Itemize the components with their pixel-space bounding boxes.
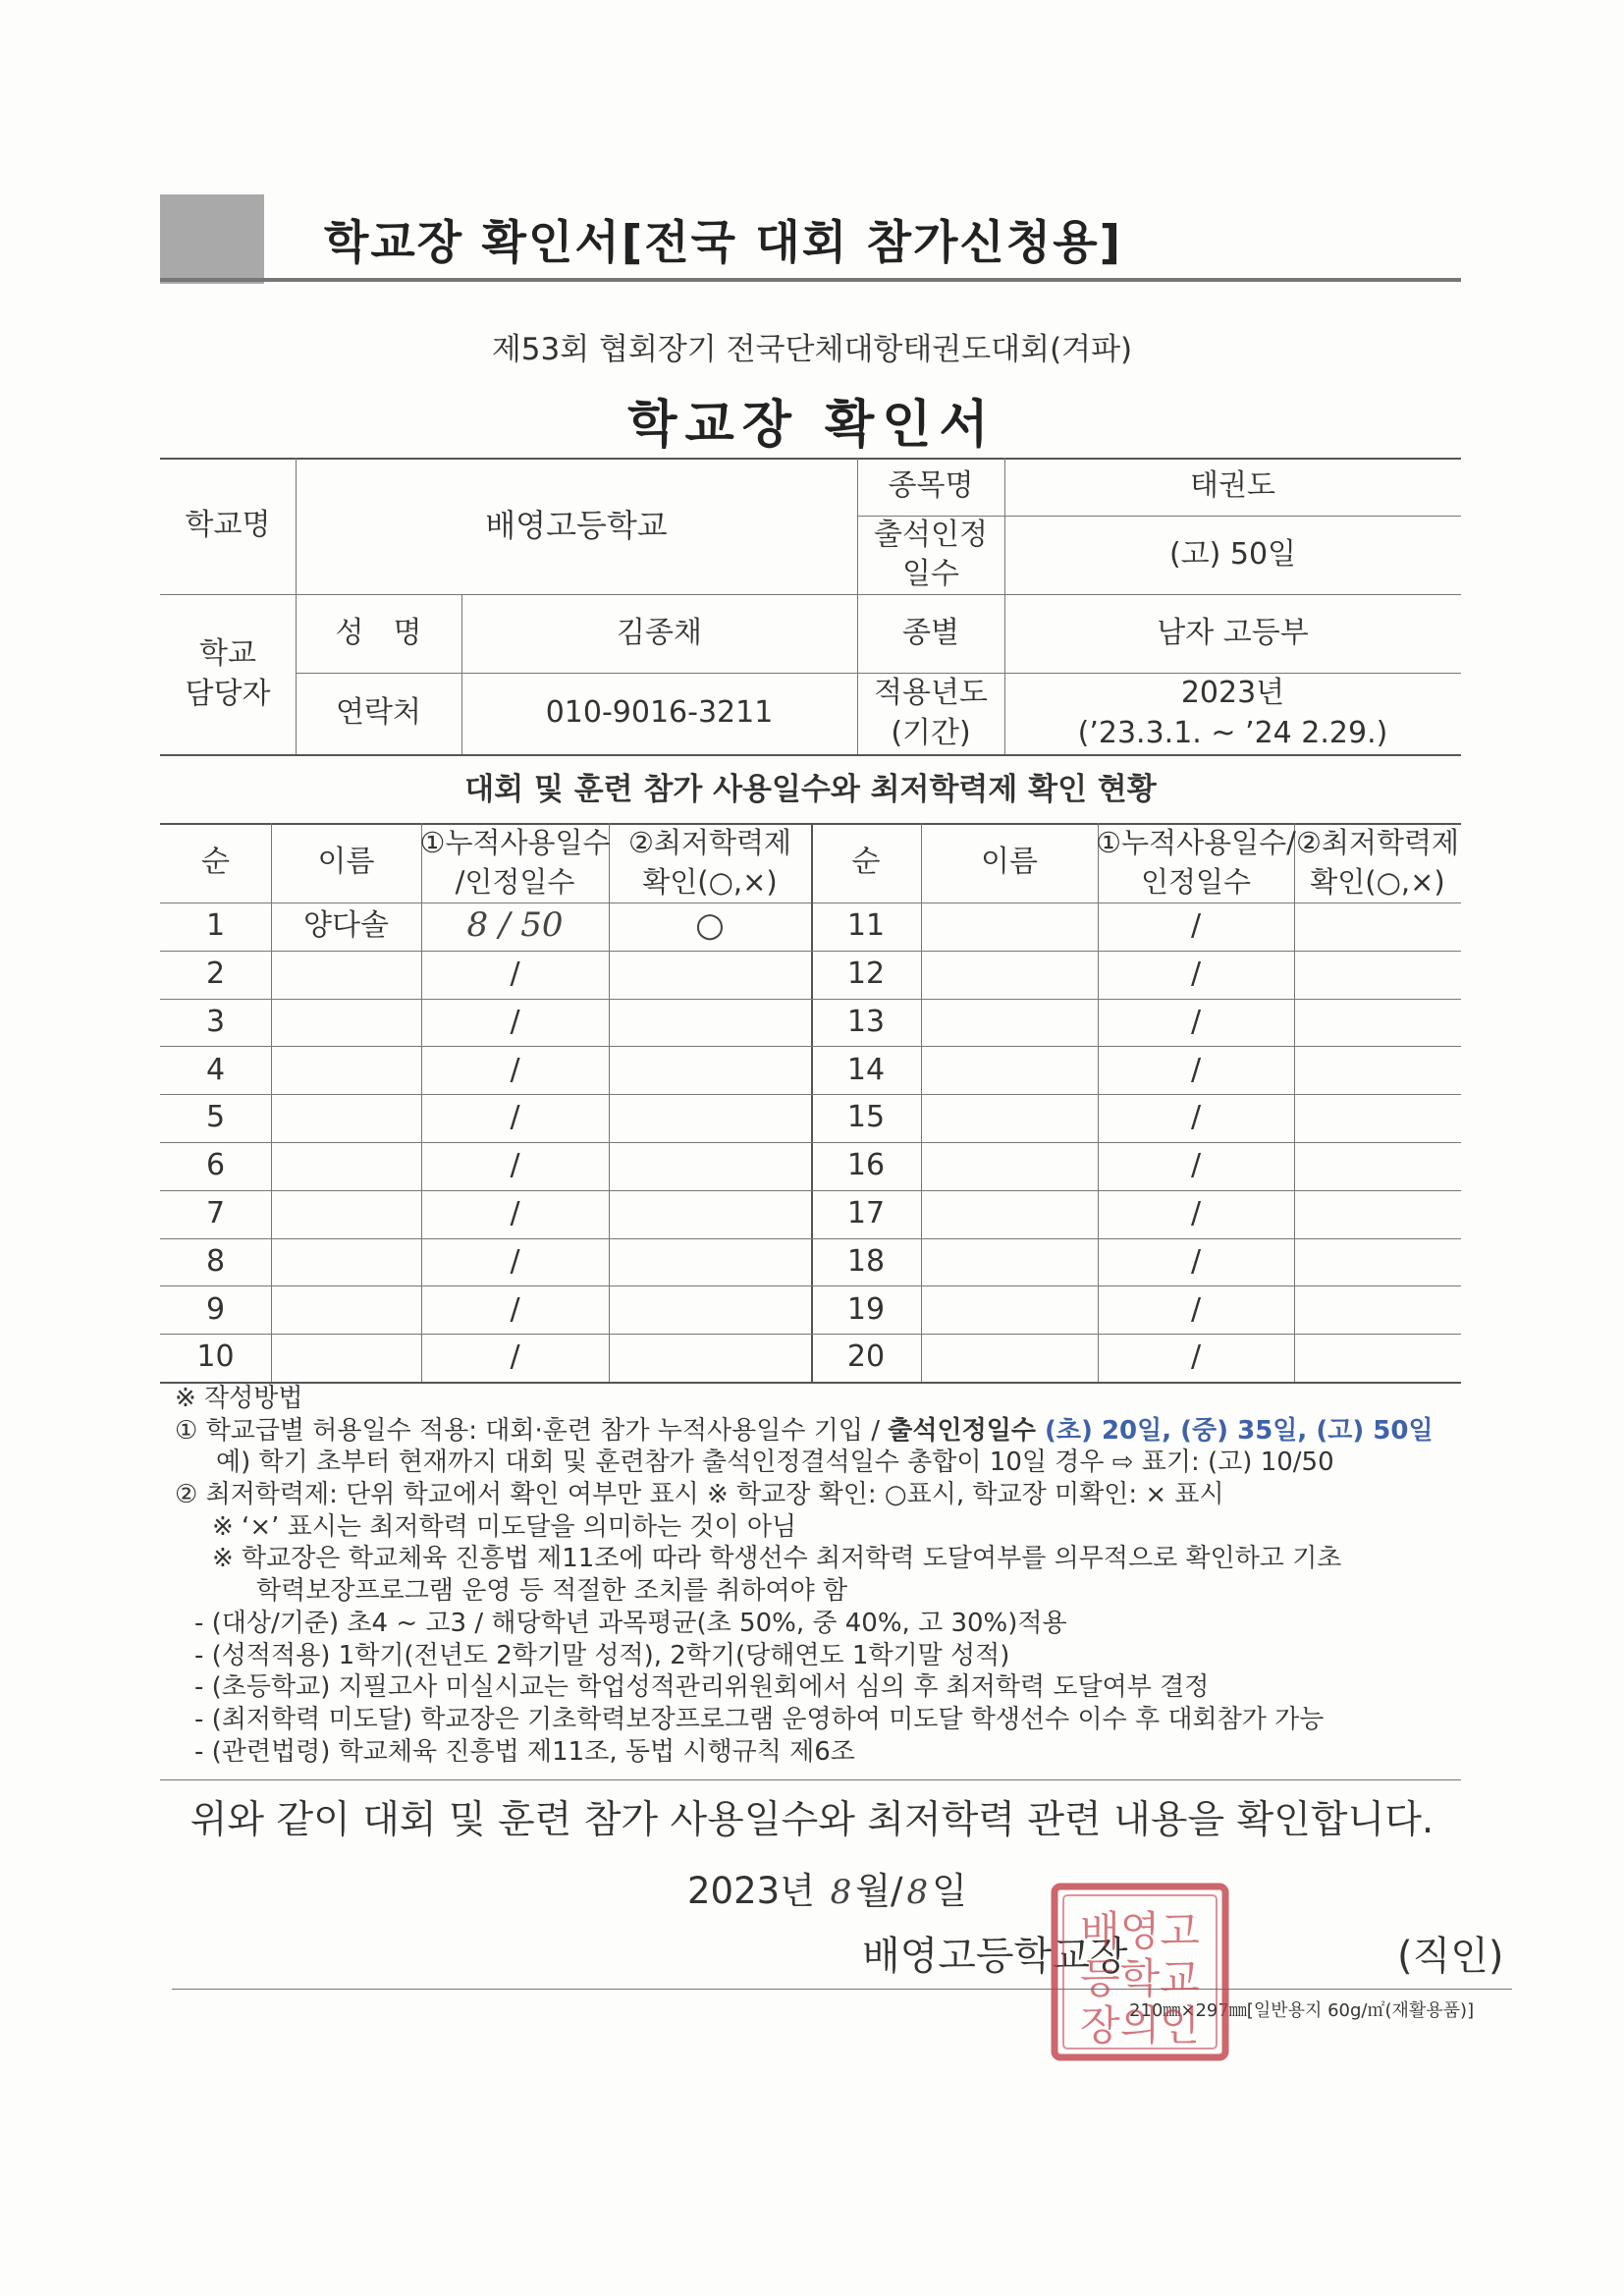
detail-3: - (초등학교) 지필고사 미실시교는 학업성적관리위원회에서 심의 후 최저학력 도달여부 결정	[194, 1672, 1210, 1703]
note-1-bold: 출석인정일수	[888, 1415, 1046, 1446]
table-cell-name-l	[271, 1285, 421, 1334]
name-label: 성 명	[335, 615, 422, 650]
table-cell-name-l	[271, 1334, 421, 1382]
manager-label-line2: 담당자	[185, 676, 271, 711]
table-cell-days-r: /	[1190, 1100, 1202, 1135]
table-cell-days-l: /	[510, 1195, 520, 1230]
table-cell-name-r	[921, 1238, 1098, 1286]
table-cell-name-r	[921, 1190, 1098, 1238]
table-cell-name-r	[921, 1285, 1098, 1334]
note-2: ② 최저학력제: 단위 학교에서 확인 여부만 표시 ※ 학교장 확인: ○표시, 학교장 미확인: × 표시	[175, 1480, 1224, 1510]
document-title: 학교장 확인서	[627, 396, 997, 455]
name-value: 김종채	[617, 615, 702, 650]
table-cell-days-r: /	[1190, 1339, 1202, 1375]
table-cell-no-r: 12	[846, 956, 886, 991]
table-cell-name-r	[921, 1094, 1098, 1142]
header-check	[609, 823, 811, 902]
table-cell-no-l: 7	[205, 1195, 226, 1230]
table-cell-name-l	[271, 1190, 421, 1238]
table-cell-no-r: 11	[846, 908, 886, 944]
date-month: 8	[830, 1873, 852, 1912]
table-cell-no-l: 5	[205, 1100, 226, 1135]
seal-text-line1: 배영고	[1080, 1907, 1200, 1955]
table-cell-check-l	[609, 1190, 811, 1238]
table-cell-no-r: 16	[846, 1148, 886, 1183]
banner-rule	[160, 278, 1461, 282]
table-cell-days-r: /	[1190, 1195, 1202, 1230]
table-cell-no-l: 6	[205, 1148, 226, 1183]
table-cell-check-r	[1294, 1142, 1461, 1190]
table-cell-no-l: 4	[205, 1052, 226, 1087]
table-cell-check-l	[609, 999, 811, 1047]
school-seal-stamp	[1049, 1881, 1231, 2063]
table-cell-check-l: ○	[695, 905, 725, 946]
table-cell-name-r	[921, 902, 1098, 951]
table-cell-name-r	[921, 951, 1098, 999]
notes-bottom-rule	[160, 1779, 1461, 1780]
note-2-b2: 학력보장프로그램 운영 등 적절한 조치를 취하여야 함	[256, 1576, 848, 1607]
year-label-line1: 적용년도	[874, 676, 988, 710]
table-cell-check-r	[1294, 1334, 1461, 1382]
note-1-example: 예) 학기 초부터 현재까지 대회 및 훈련참가 출석인정결석일수 총합이 10일 경우 ⇨ 표기: (고) 10/50	[216, 1448, 1334, 1478]
table-cell-check-l	[609, 1334, 811, 1382]
date-month-unit: 월/	[855, 1870, 903, 1912]
table-cell-days-l: /	[510, 1100, 520, 1135]
seal-text-line3: 장의인	[1080, 2001, 1200, 2050]
note-1-days: (초) 20일, (중) 35일, (고) 50일	[1045, 1415, 1434, 1446]
table-cell-days-l: /	[510, 1291, 520, 1327]
table-cell-check-r	[1294, 1285, 1461, 1334]
table-cell-no-l: 9	[205, 1291, 226, 1327]
header-days-right-line2: 인정일수	[1140, 864, 1252, 899]
table-cell-no-l: 2	[205, 956, 226, 991]
manager-label	[160, 594, 296, 754]
table-cell-check-r	[1294, 999, 1461, 1047]
header-check-right-line2: 확인(○,×)	[1310, 864, 1445, 899]
table-cell-name-r	[921, 1142, 1098, 1190]
header-check-line1: ②최저학력제	[627, 826, 792, 860]
table-cell-check-r	[1294, 902, 1461, 951]
header-name: 이름	[317, 845, 375, 880]
date-line	[687, 1861, 967, 1914]
table-cell-check-r	[1294, 1094, 1461, 1142]
header-no: 순	[201, 845, 230, 880]
banner-title: 학교장 확인서[전국 대회 참가신청용]	[324, 216, 1123, 270]
table-cell-days-l: /	[510, 1243, 520, 1279]
table-cell-check-l	[609, 1238, 811, 1286]
table-cell-check-r	[1294, 1190, 1461, 1238]
table-cell-days-l: /	[510, 1339, 520, 1375]
detail-2: - (성적적용) 1학기(전년도 2학기말 성적), 2학기(당해연도 1학기말 성적)	[194, 1640, 1010, 1670]
contact-value: 010-9016-3211	[545, 695, 774, 731]
table-cell-no-r: 20	[846, 1339, 886, 1375]
header-check-line2: 확인(○,×)	[642, 864, 778, 899]
year-value-line1: 2023년	[1180, 676, 1285, 710]
year-value	[1004, 673, 1461, 754]
table-cell-check-r	[1294, 1046, 1461, 1094]
date-day: 8	[906, 1873, 929, 1912]
attend-label-line1: 출석인정	[874, 517, 988, 552]
instructions	[175, 1383, 1549, 1768]
table-cell-days-l: /	[510, 1148, 520, 1183]
event-subtitle: 제53회 협회장기 전국단체대항태권도대회(겨파)	[491, 332, 1133, 367]
table-cell-name-l	[271, 1094, 421, 1142]
detail-1: - (대상/기준) 초4 ~ 고3 / 해당학년 과목평균(초 50%, 중 40%, 고 30%)적용	[194, 1608, 1067, 1638]
section-title: 대회 및 훈련 참가 사용일수와 최저학력제 확인 현황	[464, 772, 1157, 808]
table-cell-no-l: 1	[205, 908, 226, 944]
manager-label-line1: 학교	[199, 636, 256, 671]
confirmation-text: 위와 같이 대회 및 훈련 참가 사용일수와 최저학력 관련 내용을 확인합니다.	[189, 1798, 1435, 1842]
school-label: 학교명	[185, 508, 271, 543]
table-cell-no-r: 17	[846, 1195, 886, 1230]
table-cell-name-l: 양다솔	[303, 908, 389, 944]
table-cell-name-r	[921, 1046, 1098, 1094]
header-days-line2: /인정일수	[455, 864, 575, 899]
info-bottom-border	[160, 754, 1461, 756]
table-cell-days-r: /	[1190, 1148, 1202, 1183]
table-cell-no-r: 18	[846, 1243, 886, 1279]
table-cell-check-l	[609, 1094, 811, 1142]
year-label-line2: (기간)	[891, 715, 971, 750]
table-cell-days-r: /	[1190, 1004, 1202, 1039]
table-cell-no-l: 3	[205, 1004, 226, 1039]
date-year: 2023년	[687, 1870, 815, 1912]
event-value: 태권도	[1190, 468, 1275, 504]
table-cell-name-l	[271, 1142, 421, 1190]
table-cell-check-l	[609, 1285, 811, 1334]
paper-spec: 210㎜×297㎜[일반용지 60g/㎡(재활용품)]	[1129, 2000, 1475, 2021]
table-cell-days-r: /	[1190, 1243, 1202, 1279]
table-cell-name-l	[271, 1046, 421, 1094]
official-seal-label: (직인)	[1397, 1934, 1504, 1979]
table-cell-name-r	[921, 999, 1098, 1047]
year-value-line2: (’23.3.1. ~ ’24 2.29.)	[1077, 715, 1388, 750]
principal-name: 배영고등학교장	[862, 1934, 1128, 1979]
note-2-b1: ※ 학교장은 학교체육 진흥법 제11조에 따라 학생선수 최저학력 도달여부를 의무적으로 확인하고 기초	[212, 1544, 1342, 1574]
table-cell-check-r	[1294, 951, 1461, 999]
gender-label: 종별	[902, 615, 959, 650]
header-no-right: 순	[851, 845, 881, 880]
table-cell-days-r: /	[1190, 956, 1202, 991]
table-cell-no-l: 8	[205, 1243, 226, 1279]
header-days-right	[1098, 823, 1294, 902]
detail-4: - (최저학력 미도달) 학교장은 기초학력보장프로그램 운영하여 미도달 학생선수 이수 후 대회참가 가능	[194, 1704, 1325, 1734]
table-cell-name-l	[271, 951, 421, 999]
note-2-a: ※ ‘×’ 표시는 최저학력 미도달을 의미하는 것이 아님	[212, 1511, 797, 1542]
note-1	[175, 1415, 1549, 1448]
attend-value: (고) 50일	[1168, 536, 1297, 572]
table-cell-no-r: 13	[846, 1004, 886, 1039]
attend-label-line2: 일수	[902, 557, 959, 591]
table-cell-name-r	[921, 1334, 1098, 1382]
footer-rule	[172, 1989, 1512, 1990]
table-cell-check-l	[609, 1142, 811, 1190]
table-cell-no-r: 15	[846, 1100, 886, 1135]
title-banner-block	[160, 194, 264, 284]
gender-value: 남자 고등부	[1157, 615, 1309, 650]
table-cell-days-l: /	[510, 1052, 520, 1087]
table-cell-name-l	[271, 1238, 421, 1286]
note-1-text: ① 학교급별 허용일수 적용: 대회·훈련 참가 누적사용일수 기입 /	[175, 1415, 889, 1446]
table-cell-no-l: 10	[196, 1339, 235, 1375]
header-check-right-line1: ②최저학력제	[1295, 826, 1460, 860]
table-cell-days-r: /	[1190, 908, 1202, 944]
detail-5: - (관련법령) 학교체육 진흥법 제11조, 동법 시행규칙 제6조	[194, 1736, 855, 1767]
attend-label	[857, 516, 1004, 594]
event-label: 종목명	[888, 468, 974, 504]
table-cell-no-r: 19	[846, 1291, 886, 1327]
header-days	[421, 823, 609, 902]
school-value: 배영고등학교	[485, 506, 668, 544]
table-cell-no-r: 14	[846, 1052, 886, 1087]
header-check-right	[1294, 823, 1461, 902]
table-cell-check-l	[609, 951, 811, 999]
table-cell-name-l	[271, 999, 421, 1047]
year-label	[857, 673, 1004, 754]
table-cell-check-l	[609, 1046, 811, 1094]
header-days-line1: ①누적사용일수	[419, 826, 611, 860]
table-cell-days-l: /	[510, 956, 520, 991]
contact-label: 연락처	[336, 695, 421, 731]
notes-heading: ※ 작성방법	[175, 1384, 303, 1413]
table-cell-days-r: /	[1190, 1291, 1202, 1327]
header-days-right-line1: ①누적사용일수/	[1096, 826, 1296, 860]
date-day-unit: 일	[932, 1870, 967, 1912]
seal-text-line2: 등학교	[1080, 1954, 1200, 2002]
header-name-right: 이름	[981, 845, 1038, 880]
table-cell-days-r: /	[1190, 1052, 1202, 1087]
table-cell-days-l: 8 / 50	[466, 905, 564, 946]
table-cell-check-r	[1294, 1238, 1461, 1286]
table-cell-days-l: /	[510, 1004, 520, 1039]
